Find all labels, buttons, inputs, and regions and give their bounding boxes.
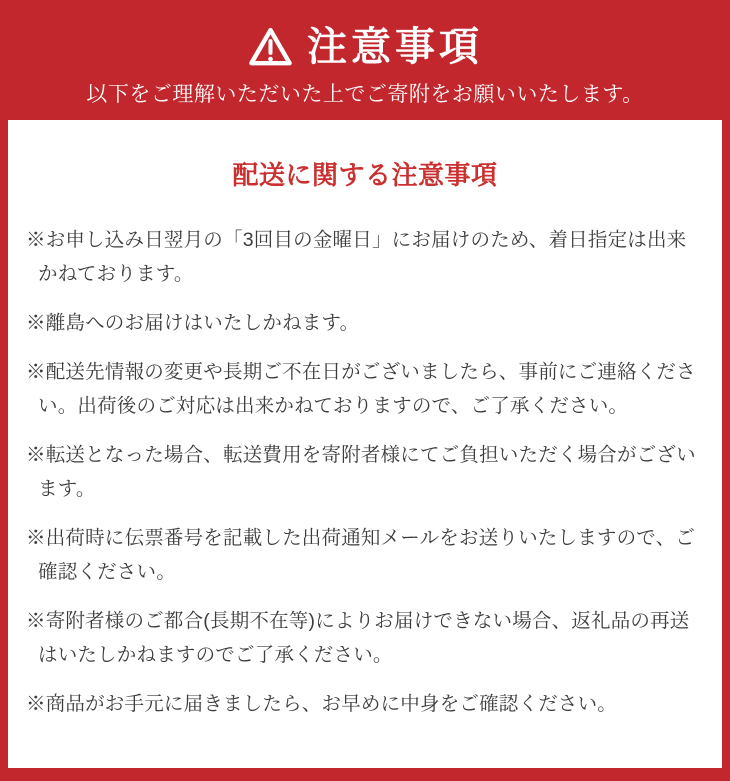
page-title: 注意事項 [307,25,483,69]
note-item: ※転送となった場合、転送費用を寄附者様にてご負担いただく場合がございます。 [26,444,696,500]
note-item: ※離島へのお届けはいたしかねます。 [26,312,360,334]
header-title-row [247,24,483,70]
notes-list [26,223,704,721]
note-item: ※お申し込み日翌月の「3回目の金曜日」にお届けのため、着日指定は出来かねております。 [26,229,687,285]
notice-header [0,0,730,120]
section-title: 配送に関する注意事項 [232,160,498,190]
page-subtitle: 以下をご理解いただいた上でご寄附をお願いいたします。 [86,83,644,106]
note-item: ※出荷時に伝票番号を記載した出荷通知メールをお送りいたしますので、ご確認ください。 [26,527,696,583]
notice-panel [8,120,722,768]
warning-triangle-icon [247,25,294,69]
note-item: ※配送先情報の変更や長期ご不在日がございましたら、事前にご連絡ください。出荷後のご対応は出来かねておりますので、ご了承ください。 [26,361,696,417]
note-item: ※寄附者様のご都合(長期不在等)によりお届けできない場合、返礼品の再送はいたしかねますのでご了承ください。 [26,610,690,666]
note-item: ※商品がお手元に届きましたら、お早めに中身をご確認ください。 [26,693,618,715]
